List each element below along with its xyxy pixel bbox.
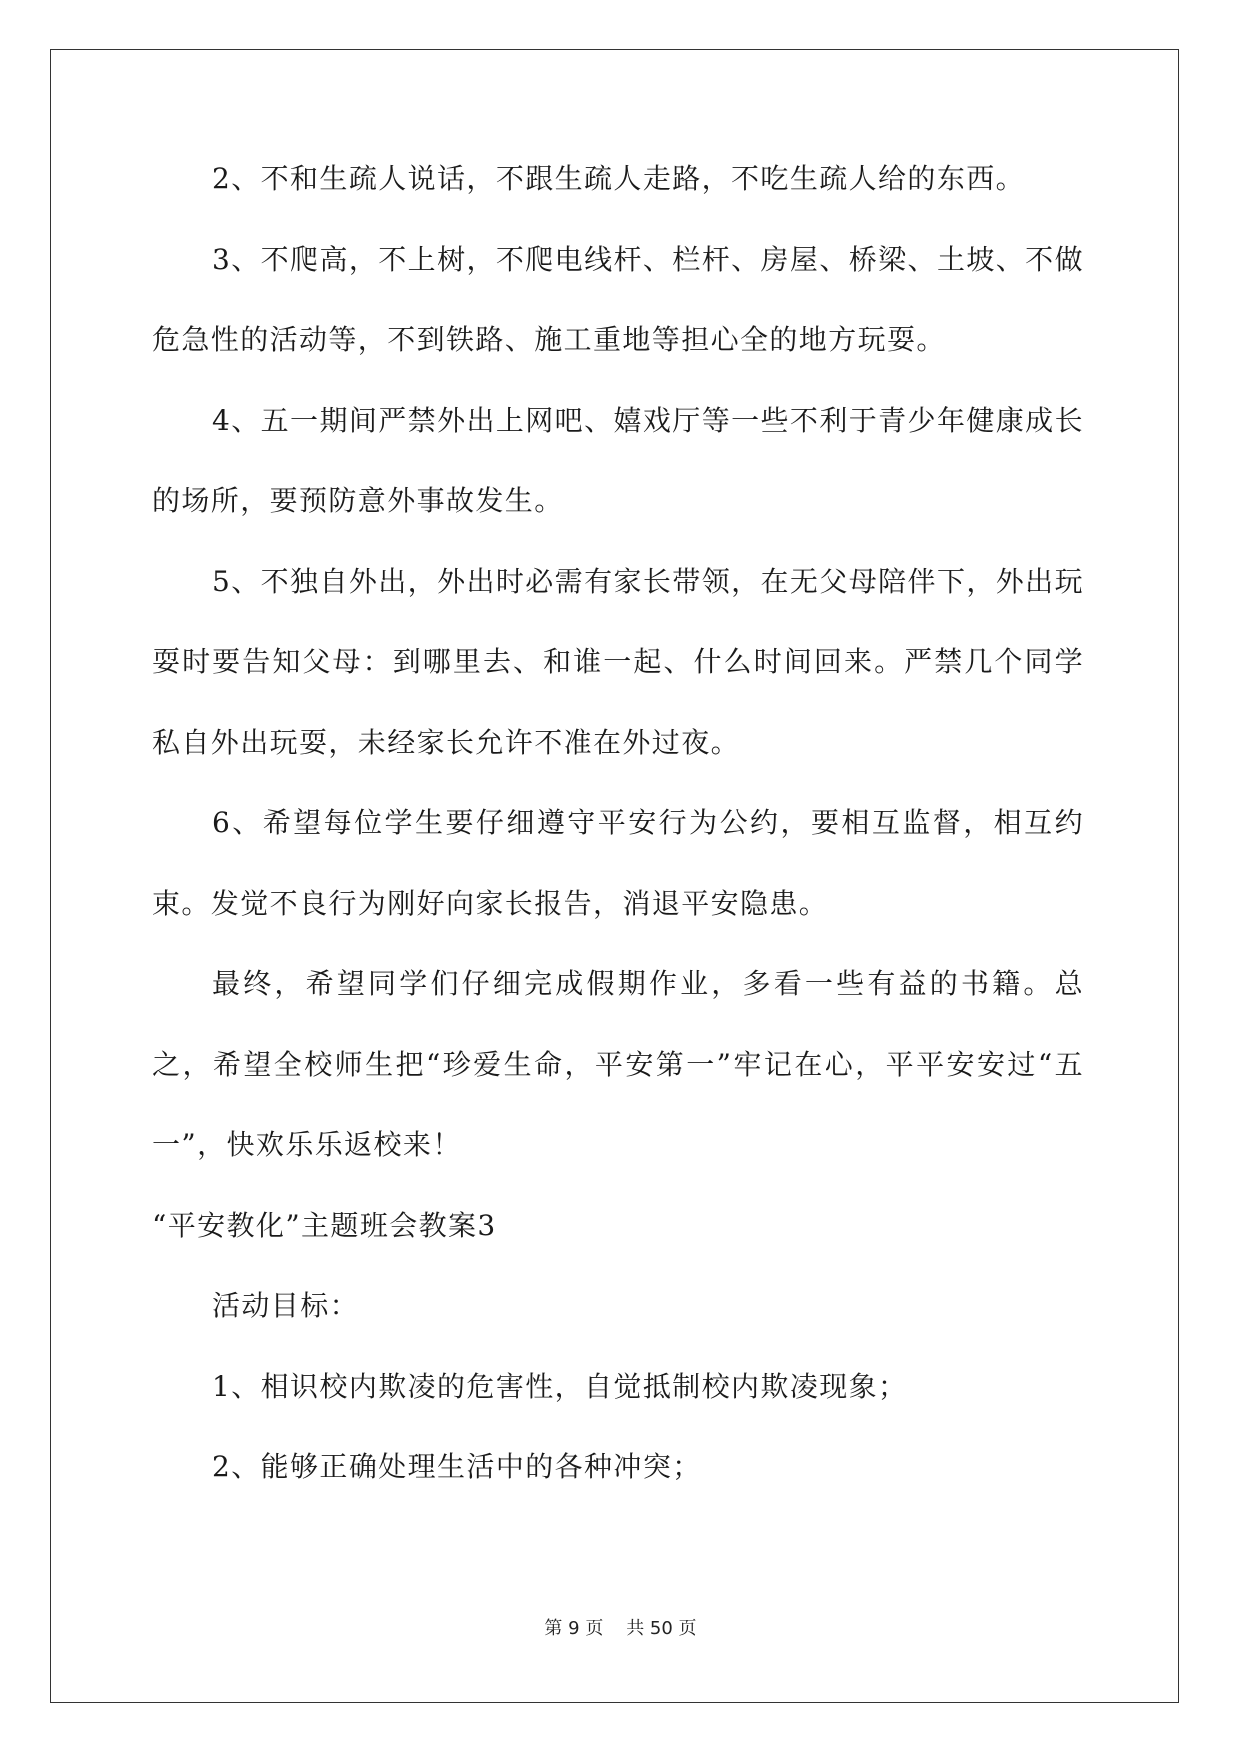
page-number-footer: 第 9 页 共 50 页	[544, 1618, 697, 1639]
paragraph-rule-5: 5、不独自外出，外出时必需有家长带领，在无父母陪伴下，外出玩耍时要告知父母：到哪里去、和谁一起、什么时间回来。严禁几个同学私自外出玩耍，未经家长允许不准在外过夜。	[152, 564, 1084, 759]
paragraph-goal-2: 2、能够正确处理生活中的各种冲突；	[212, 1450, 702, 1483]
paragraph-rule-6: 6、希望每位学生要仔细遵守平安行为公约，要相互监督，相互约束。发觉不良行为刚好向家长报告，消退平安隐患。	[152, 806, 1084, 920]
paragraph-activity-goals-label: 活动目标：	[212, 1289, 360, 1322]
paragraph-rule-2: 2、不和生疏人说话，不跟生疏人走路，不吃生疏人给的东西。	[212, 162, 1026, 195]
section-heading: “平安教化”主题班会教案3	[152, 1208, 497, 1242]
paragraph-conclusion: 最终，希望同学们仔细完成假期作业，多看一些有益的书籍。总之，希望全校师生把“珍爱生命，平安第一”牢记在心，平平安安过“五一”，快欢乐乐返校来！	[152, 967, 1084, 1161]
paragraph-rule-3: 3、不爬高，不上树，不爬电线杆、栏杆、房屋、桥梁、土坡、不做危急性的活动等，不到铁路、施工重地等担心全的地方玩耍。	[152, 242, 1084, 356]
document-body	[152, 163, 1084, 1532]
paragraph-rule-4: 4、五一期间严禁外出上网吧、嬉戏厅等一些不利于青少年健康成长的场所，要预防意外事故发生。	[152, 403, 1084, 517]
paragraph-goal-1: 1、相识校内欺凌的危害性，自觉抵制校内欺凌现象；	[212, 1369, 908, 1403]
